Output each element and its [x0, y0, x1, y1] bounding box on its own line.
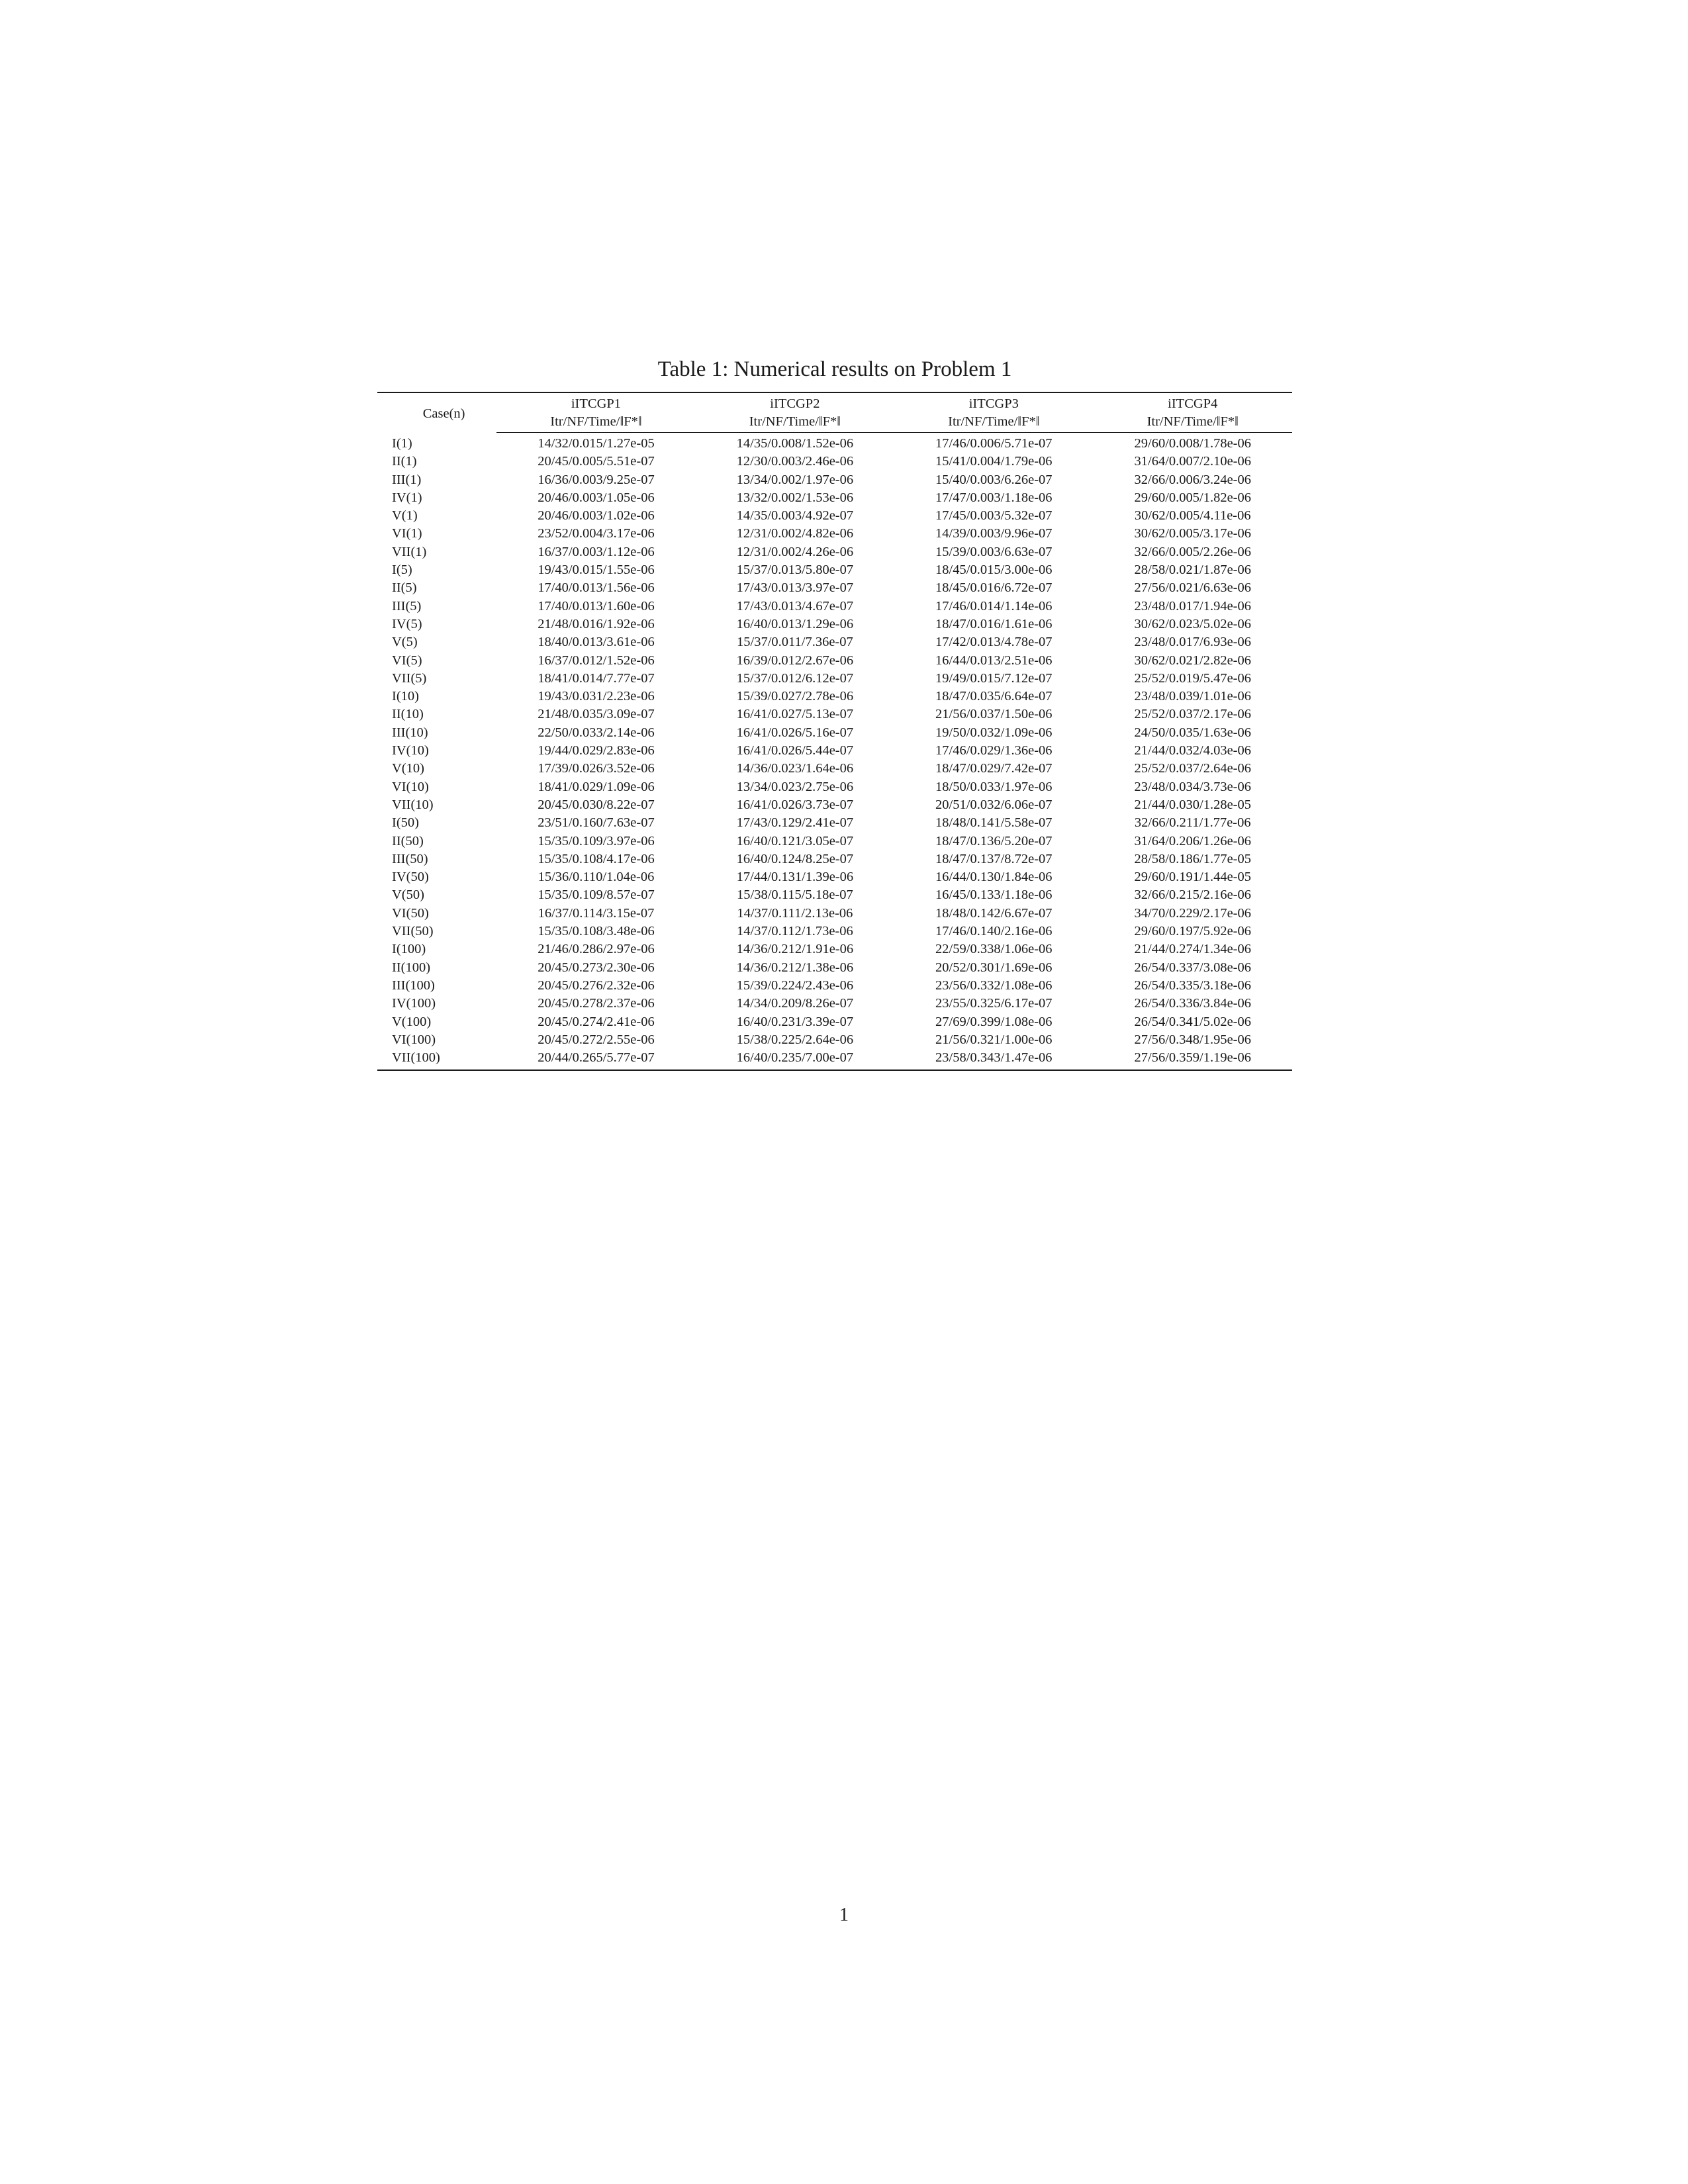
- value-cell: 19/43/0.031/2.23e-06: [538, 689, 655, 704]
- value-cell: 16/39/0.012/2.67e-06: [736, 653, 854, 668]
- case-cell: II(5): [392, 580, 417, 596]
- value-cell: 15/35/0.109/3.97e-06: [538, 833, 655, 848]
- value-cell: 16/41/0.026/5.16e-07: [736, 725, 854, 740]
- value-cell: 17/45/0.003/5.32e-07: [935, 508, 1053, 523]
- subheader-itr-nf-time-norm: Itr/NF/Time/‖F*‖: [894, 413, 1093, 433]
- table-row: [377, 1031, 1292, 1049]
- value-cell: 16/44/0.130/1.84e-06: [935, 870, 1053, 885]
- value-cell: 26/54/0.335/3.18e-06: [1134, 978, 1252, 993]
- case-cell: VII(5): [392, 670, 427, 686]
- case-cell: IV(10): [392, 743, 429, 758]
- value-cell: 27/56/0.021/6.63e-06: [1134, 580, 1252, 596]
- value-cell: 16/41/0.026/5.44e-07: [736, 743, 854, 758]
- value-cell: 31/64/0.007/2.10e-06: [1134, 454, 1252, 469]
- column-header-iitcgp3: iITCGP3: [968, 396, 1019, 411]
- case-cell: V(50): [392, 887, 424, 903]
- table-header: [377, 392, 1292, 433]
- case-cell: VI(1): [392, 526, 422, 541]
- value-cell: 15/35/0.108/3.48e-06: [538, 924, 655, 939]
- value-cell: 18/47/0.136/5.20e-07: [935, 833, 1053, 848]
- value-cell: 34/70/0.229/2.17e-06: [1134, 905, 1252, 921]
- case-cell: V(1): [392, 508, 418, 523]
- value-cell: 32/66/0.005/2.26e-06: [1134, 544, 1252, 559]
- table-row: [377, 850, 1292, 868]
- value-cell: 32/66/0.006/3.24e-06: [1134, 472, 1252, 487]
- header-group-row: [377, 392, 1292, 413]
- column-header-case: Case(n): [422, 406, 465, 421]
- table-row: [377, 433, 1292, 453]
- table-row: [377, 652, 1292, 670]
- value-cell: 18/47/0.035/6.64e-07: [935, 689, 1053, 704]
- value-cell: 23/52/0.004/3.17e-06: [538, 526, 655, 541]
- value-cell: 16/37/0.114/3.15e-07: [538, 905, 655, 921]
- value-cell: 21/56/0.037/1.50e-06: [935, 707, 1053, 722]
- case-cell: VI(10): [392, 779, 429, 794]
- value-cell: 23/58/0.343/1.47e-06: [935, 1050, 1053, 1066]
- value-cell: 16/40/0.121/3.05e-07: [736, 833, 854, 848]
- subheader-itr-nf-time-norm: Itr/NF/Time/‖F*‖: [1094, 413, 1292, 433]
- value-cell: 23/48/0.017/6.93e-06: [1134, 635, 1252, 650]
- table-row: [377, 1013, 1292, 1031]
- value-cell: 14/37/0.111/2.13e-06: [737, 905, 853, 921]
- case-cell: VII(1): [392, 544, 427, 559]
- case-cell: I(50): [392, 815, 419, 831]
- subheader-itr-nf-time-norm: Itr/NF/Time/‖F*‖: [496, 413, 695, 433]
- value-cell: 17/39/0.026/3.52e-06: [538, 761, 655, 776]
- value-cell: 16/41/0.026/3.73e-07: [736, 797, 854, 812]
- value-cell: 15/35/0.108/4.17e-06: [538, 851, 655, 866]
- value-cell: 17/40/0.013/1.60e-06: [538, 598, 655, 614]
- value-cell: 23/55/0.325/6.17e-07: [935, 996, 1053, 1011]
- value-cell: 20/45/0.272/2.55e-06: [538, 1032, 655, 1047]
- case-cell: II(50): [392, 833, 424, 848]
- table-row: [377, 724, 1292, 742]
- table-row: [377, 814, 1292, 832]
- value-cell: 15/37/0.013/5.80e-07: [736, 563, 854, 578]
- case-cell: VI(5): [392, 653, 422, 668]
- value-cell: 31/64/0.206/1.26e-06: [1134, 833, 1252, 848]
- value-cell: 21/48/0.035/3.09e-07: [538, 707, 655, 722]
- value-cell: 16/45/0.133/1.18e-06: [935, 887, 1053, 903]
- table-body: [377, 433, 1292, 1071]
- value-cell: 17/47/0.003/1.18e-06: [935, 490, 1053, 505]
- value-cell: 14/32/0.015/1.27e-05: [538, 436, 655, 451]
- value-cell: 20/45/0.274/2.41e-06: [538, 1014, 655, 1029]
- value-cell: 29/60/0.191/1.44e-05: [1134, 870, 1252, 885]
- case-cell: III(1): [392, 472, 422, 487]
- value-cell: 21/48/0.016/1.92e-06: [538, 616, 655, 631]
- header-sub-row: [377, 413, 1292, 433]
- value-cell: 15/38/0.115/5.18e-07: [737, 887, 853, 903]
- case-cell: I(5): [392, 563, 412, 578]
- case-cell: IV(100): [392, 996, 436, 1011]
- case-cell: III(100): [392, 978, 435, 993]
- value-cell: 26/54/0.341/5.02e-06: [1134, 1014, 1252, 1029]
- value-cell: 23/48/0.034/3.73e-06: [1134, 779, 1252, 794]
- table-row: [377, 796, 1292, 814]
- value-cell: 16/41/0.027/5.13e-07: [736, 707, 854, 722]
- value-cell: 18/50/0.033/1.97e-06: [935, 779, 1053, 794]
- table-row: [377, 489, 1292, 507]
- case-cell: IV(1): [392, 490, 422, 505]
- table-row: [377, 705, 1292, 723]
- value-cell: 21/56/0.321/1.00e-06: [935, 1032, 1053, 1047]
- value-cell: 26/54/0.337/3.08e-06: [1134, 960, 1252, 975]
- value-cell: 15/35/0.109/8.57e-07: [538, 887, 655, 903]
- value-cell: 30/62/0.023/5.02e-06: [1134, 616, 1252, 631]
- value-cell: 20/45/0.278/2.37e-06: [538, 996, 655, 1011]
- value-cell: 25/52/0.037/2.17e-06: [1134, 707, 1252, 722]
- table-row: [377, 977, 1292, 995]
- value-cell: 14/35/0.003/4.92e-07: [736, 508, 854, 523]
- table-row: [377, 471, 1292, 489]
- value-cell: 20/44/0.265/5.77e-07: [538, 1050, 655, 1066]
- value-cell: 14/35/0.008/1.52e-06: [736, 436, 854, 451]
- value-cell: 17/46/0.014/1.14e-06: [935, 598, 1053, 614]
- value-cell: 20/45/0.005/5.51e-07: [538, 454, 655, 469]
- case-cell: I(100): [392, 942, 426, 957]
- value-cell: 15/39/0.003/6.63e-07: [935, 544, 1053, 559]
- case-cell: IV(5): [392, 616, 422, 631]
- value-cell: 18/47/0.029/7.42e-07: [935, 761, 1053, 776]
- value-cell: 15/37/0.012/6.12e-07: [736, 670, 854, 686]
- value-cell: 16/40/0.231/3.39e-07: [736, 1014, 854, 1029]
- value-cell: 20/45/0.030/8.22e-07: [538, 797, 655, 812]
- table-row: [377, 525, 1292, 543]
- value-cell: 16/36/0.003/9.25e-07: [538, 472, 655, 487]
- value-cell: 18/45/0.016/6.72e-07: [935, 580, 1053, 596]
- value-cell: 14/36/0.023/1.64e-06: [736, 761, 854, 776]
- value-cell: 16/37/0.003/1.12e-06: [538, 544, 655, 559]
- value-cell: 14/37/0.112/1.73e-06: [737, 924, 853, 939]
- value-cell: 22/50/0.033/2.14e-06: [538, 725, 655, 740]
- value-cell: 13/32/0.002/1.53e-06: [736, 490, 854, 505]
- value-cell: 12/30/0.003/2.46e-06: [736, 454, 854, 469]
- value-cell: 17/44/0.131/1.39e-06: [736, 870, 854, 885]
- value-cell: 18/40/0.013/3.61e-06: [538, 635, 655, 650]
- case-cell: II(10): [392, 707, 424, 722]
- table-row: [377, 905, 1292, 923]
- value-cell: 17/40/0.013/1.56e-06: [538, 580, 655, 596]
- table-row: [377, 778, 1292, 796]
- case-cell: I(1): [392, 435, 412, 451]
- value-cell: 13/34/0.002/1.97e-06: [736, 472, 854, 487]
- value-cell: 22/59/0.338/1.06e-06: [935, 942, 1053, 957]
- case-cell: III(5): [392, 598, 422, 614]
- value-cell: 13/34/0.023/2.75e-06: [736, 779, 854, 794]
- table-row: [377, 561, 1292, 579]
- value-cell: 16/40/0.013/1.29e-06: [736, 616, 854, 631]
- column-header-iitcgp2: iITCGP2: [770, 396, 820, 411]
- value-cell: 28/58/0.021/1.87e-06: [1134, 563, 1252, 578]
- column-header-iitcgp4: iITCGP4: [1168, 396, 1218, 411]
- table-row: [377, 886, 1292, 904]
- case-cell: II(1): [392, 454, 417, 469]
- value-cell: 17/46/0.140/2.16e-06: [935, 924, 1053, 939]
- case-cell: III(50): [392, 851, 428, 866]
- value-cell: 21/44/0.030/1.28e-05: [1134, 797, 1252, 812]
- value-cell: 30/62/0.021/2.82e-06: [1134, 653, 1252, 668]
- value-cell: 17/46/0.006/5.71e-07: [935, 436, 1053, 451]
- value-cell: 14/36/0.212/1.38e-06: [736, 960, 854, 975]
- value-cell: 16/37/0.012/1.52e-06: [538, 653, 655, 668]
- value-cell: 21/44/0.274/1.34e-06: [1134, 942, 1252, 957]
- table-row: [377, 633, 1292, 651]
- value-cell: 15/36/0.110/1.04e-06: [538, 870, 655, 885]
- value-cell: 32/66/0.215/2.16e-06: [1134, 887, 1252, 903]
- subheader-itr-nf-time-norm: Itr/NF/Time/‖F*‖: [696, 413, 894, 433]
- case-cell: V(100): [392, 1014, 432, 1029]
- case-cell: V(10): [392, 761, 424, 776]
- value-cell: 23/51/0.160/7.63e-07: [538, 815, 655, 831]
- table-row: [377, 507, 1292, 525]
- table-row: [377, 579, 1292, 597]
- value-cell: 21/46/0.286/2.97e-06: [538, 942, 655, 957]
- value-cell: 17/46/0.029/1.36e-06: [935, 743, 1053, 758]
- table-row: [377, 742, 1292, 760]
- table-row: [377, 868, 1292, 886]
- value-cell: 24/50/0.035/1.63e-06: [1134, 725, 1252, 740]
- case-cell: IV(50): [392, 870, 429, 885]
- value-cell: 30/62/0.005/3.17e-06: [1134, 526, 1252, 541]
- value-cell: 12/31/0.002/4.26e-06: [736, 544, 854, 559]
- value-cell: 29/60/0.197/5.92e-06: [1134, 924, 1252, 939]
- table-row: [377, 688, 1292, 705]
- table-row: [377, 923, 1292, 940]
- value-cell: 20/45/0.276/2.32e-06: [538, 978, 655, 993]
- value-cell: 15/39/0.224/2.43e-06: [736, 978, 854, 993]
- table-row: [377, 615, 1292, 633]
- value-cell: 19/43/0.015/1.55e-06: [538, 563, 655, 578]
- value-cell: 19/44/0.029/2.83e-06: [538, 743, 655, 758]
- value-cell: 32/66/0.211/1.77e-06: [1134, 815, 1251, 831]
- value-cell: 23/56/0.332/1.08e-06: [935, 978, 1053, 993]
- value-cell: 14/39/0.003/9.96e-07: [935, 526, 1053, 541]
- value-cell: 27/56/0.359/1.19e-06: [1134, 1050, 1252, 1066]
- table-row: [377, 453, 1292, 471]
- value-cell: 19/50/0.032/1.09e-06: [935, 725, 1053, 740]
- case-cell: VI(100): [392, 1032, 436, 1047]
- value-cell: 17/43/0.013/3.97e-07: [736, 580, 854, 596]
- case-cell: I(10): [392, 689, 419, 704]
- value-cell: 20/45/0.273/2.30e-06: [538, 960, 655, 975]
- table-row: [377, 598, 1292, 615]
- table-row: [377, 995, 1292, 1013]
- value-cell: 18/48/0.142/6.67e-07: [935, 905, 1053, 921]
- value-cell: 21/44/0.032/4.03e-06: [1134, 743, 1252, 758]
- value-cell: 14/36/0.212/1.91e-06: [736, 942, 854, 957]
- page-number: 1: [839, 1905, 849, 1925]
- value-cell: 16/40/0.235/7.00e-07: [736, 1050, 854, 1066]
- value-cell: 15/40/0.003/6.26e-07: [935, 472, 1053, 487]
- value-cell: 25/52/0.037/2.64e-06: [1134, 761, 1252, 776]
- value-cell: 18/47/0.137/8.72e-07: [935, 851, 1053, 866]
- value-cell: 26/54/0.336/3.84e-06: [1134, 996, 1252, 1011]
- value-cell: 15/39/0.027/2.78e-06: [736, 689, 854, 704]
- value-cell: 20/51/0.032/6.06e-07: [935, 797, 1053, 812]
- value-cell: 25/52/0.019/5.47e-06: [1134, 670, 1252, 686]
- value-cell: 27/69/0.399/1.08e-06: [935, 1014, 1053, 1029]
- table-row: [377, 543, 1292, 561]
- table-caption: Table 1: Numerical results on Problem 1: [657, 357, 1012, 381]
- value-cell: 15/37/0.011/7.36e-07: [737, 635, 853, 650]
- case-cell: VII(10): [392, 797, 434, 812]
- case-cell: III(10): [392, 725, 428, 740]
- table-row: [377, 959, 1292, 977]
- value-cell: 16/44/0.013/2.51e-06: [935, 653, 1053, 668]
- value-cell: 23/48/0.039/1.01e-06: [1134, 689, 1252, 704]
- value-cell: 19/49/0.015/7.12e-07: [935, 670, 1053, 686]
- value-cell: 20/46/0.003/1.02e-06: [538, 508, 655, 523]
- table-row: [377, 940, 1292, 958]
- value-cell: 29/60/0.005/1.82e-06: [1134, 490, 1252, 505]
- table-row: [377, 1049, 1292, 1070]
- value-cell: 17/43/0.129/2.41e-07: [736, 815, 854, 831]
- value-cell: 16/40/0.124/8.25e-07: [736, 851, 854, 866]
- value-cell: 18/41/0.014/7.77e-07: [538, 670, 655, 686]
- results-table: [377, 392, 1292, 1071]
- value-cell: 18/48/0.141/5.58e-07: [935, 815, 1053, 831]
- value-cell: 28/58/0.186/1.77e-05: [1134, 851, 1252, 866]
- value-cell: 14/34/0.209/8.26e-07: [736, 996, 854, 1011]
- table-row: [377, 670, 1292, 688]
- value-cell: 17/42/0.013/4.78e-07: [935, 635, 1053, 650]
- value-cell: 12/31/0.002/4.82e-06: [736, 526, 854, 541]
- value-cell: 20/52/0.301/1.69e-06: [935, 960, 1053, 975]
- case-cell: VII(50): [392, 924, 434, 939]
- table-row: [377, 760, 1292, 778]
- value-cell: 20/46/0.003/1.05e-06: [538, 490, 655, 505]
- case-cell: II(100): [392, 960, 431, 975]
- value-cell: 17/43/0.013/4.67e-07: [736, 598, 854, 614]
- value-cell: 18/41/0.029/1.09e-06: [538, 779, 655, 794]
- value-cell: 15/41/0.004/1.79e-06: [935, 454, 1053, 469]
- value-cell: 27/56/0.348/1.95e-06: [1134, 1032, 1252, 1047]
- case-cell: VII(100): [392, 1050, 440, 1066]
- case-cell: VI(50): [392, 905, 429, 921]
- value-cell: 18/45/0.015/3.00e-06: [935, 563, 1053, 578]
- value-cell: 29/60/0.008/1.78e-06: [1134, 436, 1252, 451]
- table-row: [377, 833, 1292, 850]
- column-header-iitcgp1: iITCGP1: [571, 396, 622, 411]
- value-cell: 15/38/0.225/2.64e-06: [736, 1032, 854, 1047]
- value-cell: 23/48/0.017/1.94e-06: [1134, 598, 1252, 614]
- value-cell: 30/62/0.005/4.11e-06: [1134, 508, 1251, 523]
- value-cell: 18/47/0.016/1.61e-06: [935, 616, 1053, 631]
- case-cell: V(5): [392, 635, 418, 650]
